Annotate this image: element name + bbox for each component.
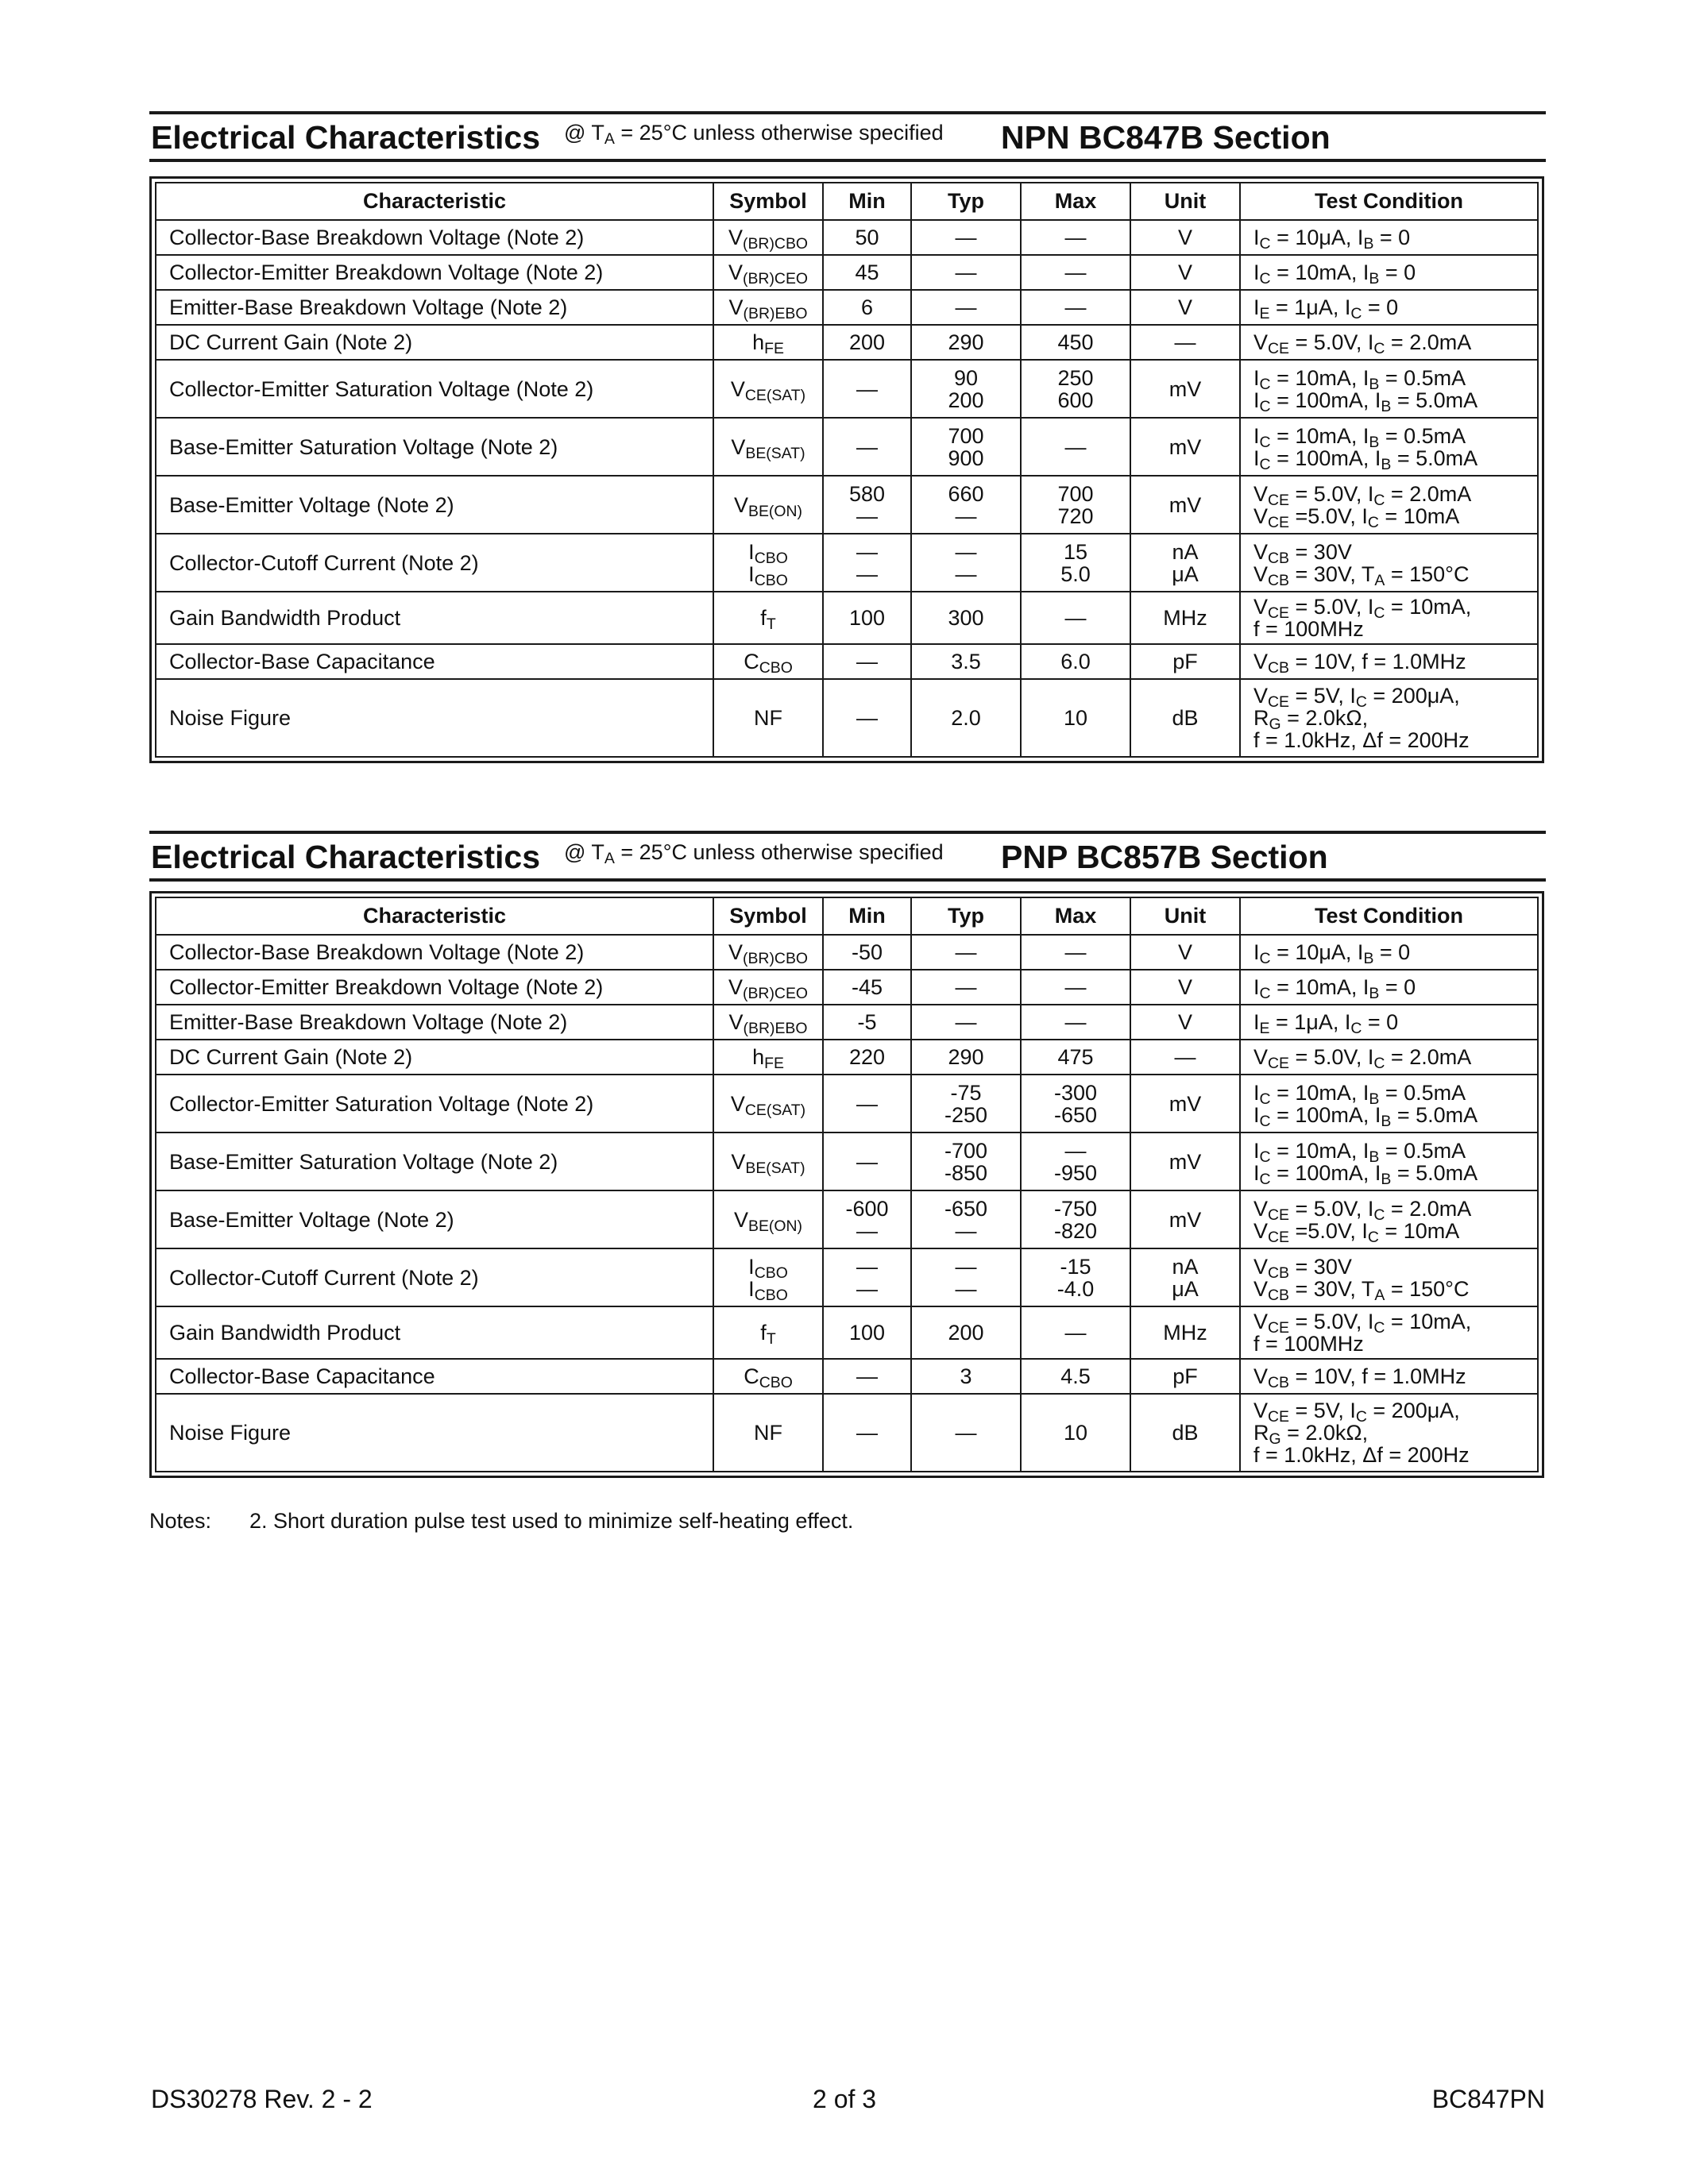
max-cell: 10 bbox=[1021, 679, 1130, 757]
unit-cell: mV bbox=[1130, 1190, 1240, 1248]
unit-cell: nA μA bbox=[1130, 1248, 1240, 1306]
unit-cell: V bbox=[1130, 290, 1240, 325]
typ-cell: 3 bbox=[911, 1359, 1021, 1394]
table-row bbox=[156, 644, 1538, 679]
typ-cell: 2.0 bbox=[911, 679, 1021, 757]
unit-cell: mV bbox=[1130, 418, 1240, 476]
max-cell: -750 -820 bbox=[1021, 1190, 1130, 1248]
characteristic-cell: Base-Emitter Voltage (Note 2) bbox=[156, 476, 713, 534]
characteristic-cell: Base-Emitter Voltage (Note 2) bbox=[156, 1190, 713, 1248]
max-cell: 4.5 bbox=[1021, 1359, 1130, 1394]
test-condition-cell: $V_{CB} = 10V$, f = 1.0MHz bbox=[1240, 1359, 1538, 1394]
min-cell: 50 bbox=[823, 220, 911, 255]
table-row bbox=[156, 418, 1538, 476]
characteristic-cell: Base-Emitter Saturation Voltage (Note 2) bbox=[156, 418, 713, 476]
typ-cell: 3.5 bbox=[911, 644, 1021, 679]
symbol-cell: $h_{FE}$ bbox=[713, 325, 823, 360]
column-header-characteristic: Characteristic bbox=[156, 897, 713, 935]
symbol-cell: $V_{(BR)CEO}$ bbox=[713, 970, 823, 1005]
test-condition-cell: $I_C = 10mA$, $I_B = 0$ bbox=[1240, 970, 1538, 1005]
column-header-max: Max bbox=[1021, 183, 1130, 220]
section-header-npn bbox=[149, 111, 1546, 162]
typ-cell: — bbox=[911, 935, 1021, 970]
table-header-row bbox=[156, 897, 1538, 935]
min-cell: -50 bbox=[823, 935, 911, 970]
min-cell: — bbox=[823, 1075, 911, 1133]
footer-doc-number: DS30278 Rev. 2 - 2 bbox=[151, 2085, 373, 2113]
min-cell: -600 — bbox=[823, 1190, 911, 1248]
typ-cell: -700 -850 bbox=[911, 1133, 1021, 1190]
column-header-max: Max bbox=[1021, 897, 1130, 935]
typ-cell: — bbox=[911, 1394, 1021, 1472]
min-cell: 200 bbox=[823, 325, 911, 360]
test-condition-cell: $I_C = 10\mu A$, $I_B = 0$ bbox=[1240, 935, 1538, 970]
table-row bbox=[156, 935, 1538, 970]
symbol-cell: NF bbox=[713, 1394, 823, 1472]
max-cell: — bbox=[1021, 1306, 1130, 1359]
characteristic-cell: Noise Figure bbox=[156, 679, 713, 757]
symbol-cell: $V_{(BR)CEO}$ bbox=[713, 255, 823, 290]
symbol-cell: $f_T$ bbox=[713, 592, 823, 644]
unit-cell: dB bbox=[1130, 679, 1240, 757]
note-2: 2. Short duration pulse test used to minimize self-heating effect. bbox=[249, 1509, 854, 1533]
column-header-unit: Unit bbox=[1130, 897, 1240, 935]
table-header-row bbox=[156, 183, 1538, 220]
symbol-cell: $I_{CBO}$ $I_{CBO}$ bbox=[713, 1248, 823, 1306]
characteristic-cell: Collector-Base Capacitance bbox=[156, 1359, 713, 1394]
notes-label: Notes: bbox=[149, 1509, 212, 1533]
characteristic-cell: Emitter-Base Breakdown Voltage (Note 2) bbox=[156, 1005, 713, 1040]
min-cell: 100 bbox=[823, 1306, 911, 1359]
symbol-cell: $V_{BE(ON)}$ bbox=[713, 476, 823, 534]
table-row bbox=[156, 476, 1538, 534]
symbol-cell: $V_{(BR)EBO}$ bbox=[713, 290, 823, 325]
characteristic-cell: Collector-Emitter Saturation Voltage (Note 2) bbox=[156, 360, 713, 418]
column-header-test-condition: Test Condition bbox=[1240, 183, 1538, 220]
test-condition-cell: $I_E = 1\mu A$, $I_C = 0$ bbox=[1240, 1005, 1538, 1040]
typ-cell: -75 -250 bbox=[911, 1075, 1021, 1133]
unit-cell: V bbox=[1130, 1005, 1240, 1040]
typ-cell: 660 — bbox=[911, 476, 1021, 534]
unit-cell: V bbox=[1130, 935, 1240, 970]
max-cell: -300 -650 bbox=[1021, 1075, 1130, 1133]
symbol-cell: $C_{CBO}$ bbox=[713, 1359, 823, 1394]
test-condition-cell: $V_{CE} = 5.0V$, $I_C = 2.0mA$ bbox=[1240, 1040, 1538, 1075]
max-cell: — bbox=[1021, 290, 1130, 325]
test-condition-cell: $I_E = 1\mu A$, $I_C = 0$ bbox=[1240, 290, 1538, 325]
characteristic-cell: Noise Figure bbox=[156, 1394, 713, 1472]
characteristic-cell: Collector-Cutoff Current (Note 2) bbox=[156, 1248, 713, 1306]
footer-page-number: 2 of 3 bbox=[813, 2085, 877, 2113]
min-cell: 580 — bbox=[823, 476, 911, 534]
max-cell: — -950 bbox=[1021, 1133, 1130, 1190]
section-title: Electrical Characteristics bbox=[151, 839, 540, 875]
test-condition-cell: $V_{CB} = 10V$, f = 1.0MHz bbox=[1240, 644, 1538, 679]
typ-cell: — — bbox=[911, 534, 1021, 592]
test-condition-cell: $V_{CE} = 5.0V$, $I_C = 10mA$, f = 100MHz bbox=[1240, 592, 1538, 644]
max-cell: 450 bbox=[1021, 325, 1130, 360]
min-cell: -45 bbox=[823, 970, 911, 1005]
section-condition: @ TA = 25°C unless otherwise specified bbox=[564, 840, 944, 867]
symbol-cell: $f_T$ bbox=[713, 1306, 823, 1359]
table-row bbox=[156, 360, 1538, 418]
typ-cell: -650 — bbox=[911, 1190, 1021, 1248]
typ-cell: 90 200 bbox=[911, 360, 1021, 418]
symbol-cell: $V_{(BR)EBO}$ bbox=[713, 1005, 823, 1040]
min-cell: -5 bbox=[823, 1005, 911, 1040]
symbol-cell: $C_{CBO}$ bbox=[713, 644, 823, 679]
test-condition-cell: $I_C = 10\mu A$, $I_B = 0$ bbox=[1240, 220, 1538, 255]
section-header-pnp bbox=[149, 831, 1546, 882]
table-row bbox=[156, 534, 1538, 592]
characteristic-cell: Collector-Base Breakdown Voltage (Note 2) bbox=[156, 220, 713, 255]
test-condition-cell: $V_{CB} = 30V$ $V_{CB} = 30V$, $T_A = 150^\circ C$ bbox=[1240, 534, 1538, 592]
unit-cell: — bbox=[1130, 325, 1240, 360]
characteristic-cell: DC Current Gain (Note 2) bbox=[156, 325, 713, 360]
column-header-typ: Typ bbox=[911, 897, 1021, 935]
unit-cell: mV bbox=[1130, 1075, 1240, 1133]
symbol-cell: $V_{CE(SAT)}$ bbox=[713, 1075, 823, 1133]
unit-cell: MHz bbox=[1130, 1306, 1240, 1359]
min-cell: — bbox=[823, 644, 911, 679]
unit-cell: V bbox=[1130, 220, 1240, 255]
min-cell: — bbox=[823, 360, 911, 418]
column-header-symbol: Symbol bbox=[713, 183, 823, 220]
typ-cell: — bbox=[911, 290, 1021, 325]
characteristic-cell: Collector-Base Breakdown Voltage (Note 2) bbox=[156, 935, 713, 970]
footer-part-number: BC847PN bbox=[1431, 2085, 1545, 2113]
symbol-cell: $I_{CBO}$ $I_{CBO}$ bbox=[713, 534, 823, 592]
typ-cell: 200 bbox=[911, 1306, 1021, 1359]
symbol-cell: NF bbox=[713, 679, 823, 757]
table-row bbox=[156, 1190, 1538, 1248]
unit-cell: pF bbox=[1130, 644, 1240, 679]
symbol-cell: $V_{BE(SAT)}$ bbox=[713, 1133, 823, 1190]
unit-cell: — bbox=[1130, 1040, 1240, 1075]
characteristic-cell: Collector-Cutoff Current (Note 2) bbox=[156, 534, 713, 592]
symbol-cell: $V_{BE(SAT)}$ bbox=[713, 418, 823, 476]
characteristics-table-npn bbox=[149, 176, 1544, 763]
characteristic-cell: Gain Bandwidth Product bbox=[156, 592, 713, 644]
test-condition-cell: $V_{CE} = 5.0V$, $I_C = 2.0mA$ $V_{CE} =5.0V$, $I_C = 10mA$ bbox=[1240, 1190, 1538, 1248]
column-header-min: Min bbox=[823, 183, 911, 220]
table-row bbox=[156, 255, 1538, 290]
symbol-cell: $V_{CE(SAT)}$ bbox=[713, 360, 823, 418]
section-label: NPN BC847B Section bbox=[1001, 119, 1331, 156]
max-cell: — bbox=[1021, 1005, 1130, 1040]
characteristic-cell: Emitter-Base Breakdown Voltage (Note 2) bbox=[156, 290, 713, 325]
max-cell: 6.0 bbox=[1021, 644, 1130, 679]
max-cell: 15 5.0 bbox=[1021, 534, 1130, 592]
table-row bbox=[156, 1005, 1538, 1040]
table-row bbox=[156, 1040, 1538, 1075]
table-row bbox=[156, 220, 1538, 255]
max-cell: — bbox=[1021, 255, 1130, 290]
column-header-min: Min bbox=[823, 897, 911, 935]
min-cell: — bbox=[823, 1394, 911, 1472]
min-cell: — bbox=[823, 418, 911, 476]
min-cell: 100 bbox=[823, 592, 911, 644]
test-condition-cell: $I_C = 10mA$, $I_B = 0.5mA$ $I_C = 100mA$, $I_B = 5.0mA$ bbox=[1240, 1075, 1538, 1133]
table-row bbox=[156, 1133, 1538, 1190]
typ-cell: — bbox=[911, 970, 1021, 1005]
table-row bbox=[156, 1306, 1538, 1359]
unit-cell: nA μA bbox=[1130, 534, 1240, 592]
characteristic-cell: DC Current Gain (Note 2) bbox=[156, 1040, 713, 1075]
section-condition: @ TA = 25°C unless otherwise specified bbox=[564, 121, 944, 148]
max-cell: 700 720 bbox=[1021, 476, 1130, 534]
test-condition-cell: $I_C = 10mA$, $I_B = 0.5mA$ $I_C = 100mA$, $I_B = 5.0mA$ bbox=[1240, 418, 1538, 476]
min-cell: 45 bbox=[823, 255, 911, 290]
test-condition-cell: $V_{CB} = 30V$ $V_{CB} = 30V$, $T_A = 150^\circ C$ bbox=[1240, 1248, 1538, 1306]
unit-cell: V bbox=[1130, 255, 1240, 290]
test-condition-cell: $I_C = 10mA$, $I_B = 0.5mA$ $I_C = 100mA$, $I_B = 5.0mA$ bbox=[1240, 1133, 1538, 1190]
unit-cell: mV bbox=[1130, 476, 1240, 534]
column-header-test-condition: Test Condition bbox=[1240, 897, 1538, 935]
unit-cell: dB bbox=[1130, 1394, 1240, 1472]
min-cell: 220 bbox=[823, 1040, 911, 1075]
table-row bbox=[156, 1075, 1538, 1133]
table-row bbox=[156, 1394, 1538, 1472]
min-cell: — bbox=[823, 1133, 911, 1190]
column-header-unit: Unit bbox=[1130, 183, 1240, 220]
table-row bbox=[156, 1359, 1538, 1394]
min-cell: 6 bbox=[823, 290, 911, 325]
characteristic-cell: Collector-Base Capacitance bbox=[156, 644, 713, 679]
unit-cell: mV bbox=[1130, 1133, 1240, 1190]
symbol-cell: $V_{(BR)CBO}$ bbox=[713, 935, 823, 970]
test-condition-cell: $V_{CE} = 5.0V$, $I_C = 2.0mA$ $V_{CE} =5.0V$, $I_C = 10mA$ bbox=[1240, 476, 1538, 534]
max-cell: 475 bbox=[1021, 1040, 1130, 1075]
min-cell: — bbox=[823, 679, 911, 757]
max-cell: 10 bbox=[1021, 1394, 1130, 1472]
test-condition-cell: $I_C = 10mA$, $I_B = 0.5mA$ $I_C = 100mA$, $I_B = 5.0mA$ bbox=[1240, 360, 1538, 418]
column-header-symbol: Symbol bbox=[713, 897, 823, 935]
max-cell: — bbox=[1021, 935, 1130, 970]
test-condition-cell: $V_{CE} = 5.0V$, $I_C = 10mA$, f = 100MHz bbox=[1240, 1306, 1538, 1359]
test-condition-cell: $V_{CE} = 5.0V$, $I_C = 2.0mA$ bbox=[1240, 325, 1538, 360]
max-cell: -15 -4.0 bbox=[1021, 1248, 1130, 1306]
test-condition-cell: $I_C = 10mA$, $I_B = 0$ bbox=[1240, 255, 1538, 290]
unit-cell: pF bbox=[1130, 1359, 1240, 1394]
table-row bbox=[156, 1248, 1538, 1306]
min-cell: — — bbox=[823, 1248, 911, 1306]
typ-cell: 290 bbox=[911, 1040, 1021, 1075]
table-row bbox=[156, 592, 1538, 644]
unit-cell: mV bbox=[1130, 360, 1240, 418]
characteristic-cell: Collector-Emitter Breakdown Voltage (Note 2) bbox=[156, 255, 713, 290]
notes bbox=[149, 1509, 853, 1534]
table-row bbox=[156, 970, 1538, 1005]
unit-cell: MHz bbox=[1130, 592, 1240, 644]
typ-cell: — bbox=[911, 220, 1021, 255]
max-cell: — bbox=[1021, 970, 1130, 1005]
column-header-characteristic: Characteristic bbox=[156, 183, 713, 220]
test-condition-cell: $V_{CE} = 5V$, $I_C = 200\mu A$, $R_G = 2.0k\Omega$, f = 1.0kHz, Δf = 200Hz bbox=[1240, 1394, 1538, 1472]
table-row bbox=[156, 290, 1538, 325]
min-cell: — — bbox=[823, 534, 911, 592]
section-title: Electrical Characteristics bbox=[151, 119, 540, 156]
typ-cell: — — bbox=[911, 1248, 1021, 1306]
max-cell: 250 600 bbox=[1021, 360, 1130, 418]
section-label: PNP BC857B Section bbox=[1001, 839, 1328, 875]
symbol-cell: $V_{(BR)CBO}$ bbox=[713, 220, 823, 255]
table-row bbox=[156, 679, 1538, 757]
unit-cell: V bbox=[1130, 970, 1240, 1005]
characteristic-cell: Base-Emitter Saturation Voltage (Note 2) bbox=[156, 1133, 713, 1190]
typ-cell: — bbox=[911, 1005, 1021, 1040]
characteristic-cell: Collector-Emitter Saturation Voltage (Note 2) bbox=[156, 1075, 713, 1133]
typ-cell: 300 bbox=[911, 592, 1021, 644]
typ-cell: 700 900 bbox=[911, 418, 1021, 476]
table-row bbox=[156, 325, 1538, 360]
symbol-cell: $V_{BE(ON)}$ bbox=[713, 1190, 823, 1248]
max-cell: — bbox=[1021, 418, 1130, 476]
max-cell: — bbox=[1021, 592, 1130, 644]
max-cell: — bbox=[1021, 220, 1130, 255]
typ-cell: — bbox=[911, 255, 1021, 290]
column-header-typ: Typ bbox=[911, 183, 1021, 220]
typ-cell: 290 bbox=[911, 325, 1021, 360]
min-cell: — bbox=[823, 1359, 911, 1394]
symbol-cell: $h_{FE}$ bbox=[713, 1040, 823, 1075]
characteristic-cell: Gain Bandwidth Product bbox=[156, 1306, 713, 1359]
test-condition-cell: $V_{CE} = 5V$, $I_C = 200\mu A$, $R_G = 2.0k\Omega$, f = 1.0kHz, Δf = 200Hz bbox=[1240, 679, 1538, 757]
characteristics-table-pnp bbox=[149, 891, 1544, 1478]
characteristic-cell: Collector-Emitter Breakdown Voltage (Note 2) bbox=[156, 970, 713, 1005]
